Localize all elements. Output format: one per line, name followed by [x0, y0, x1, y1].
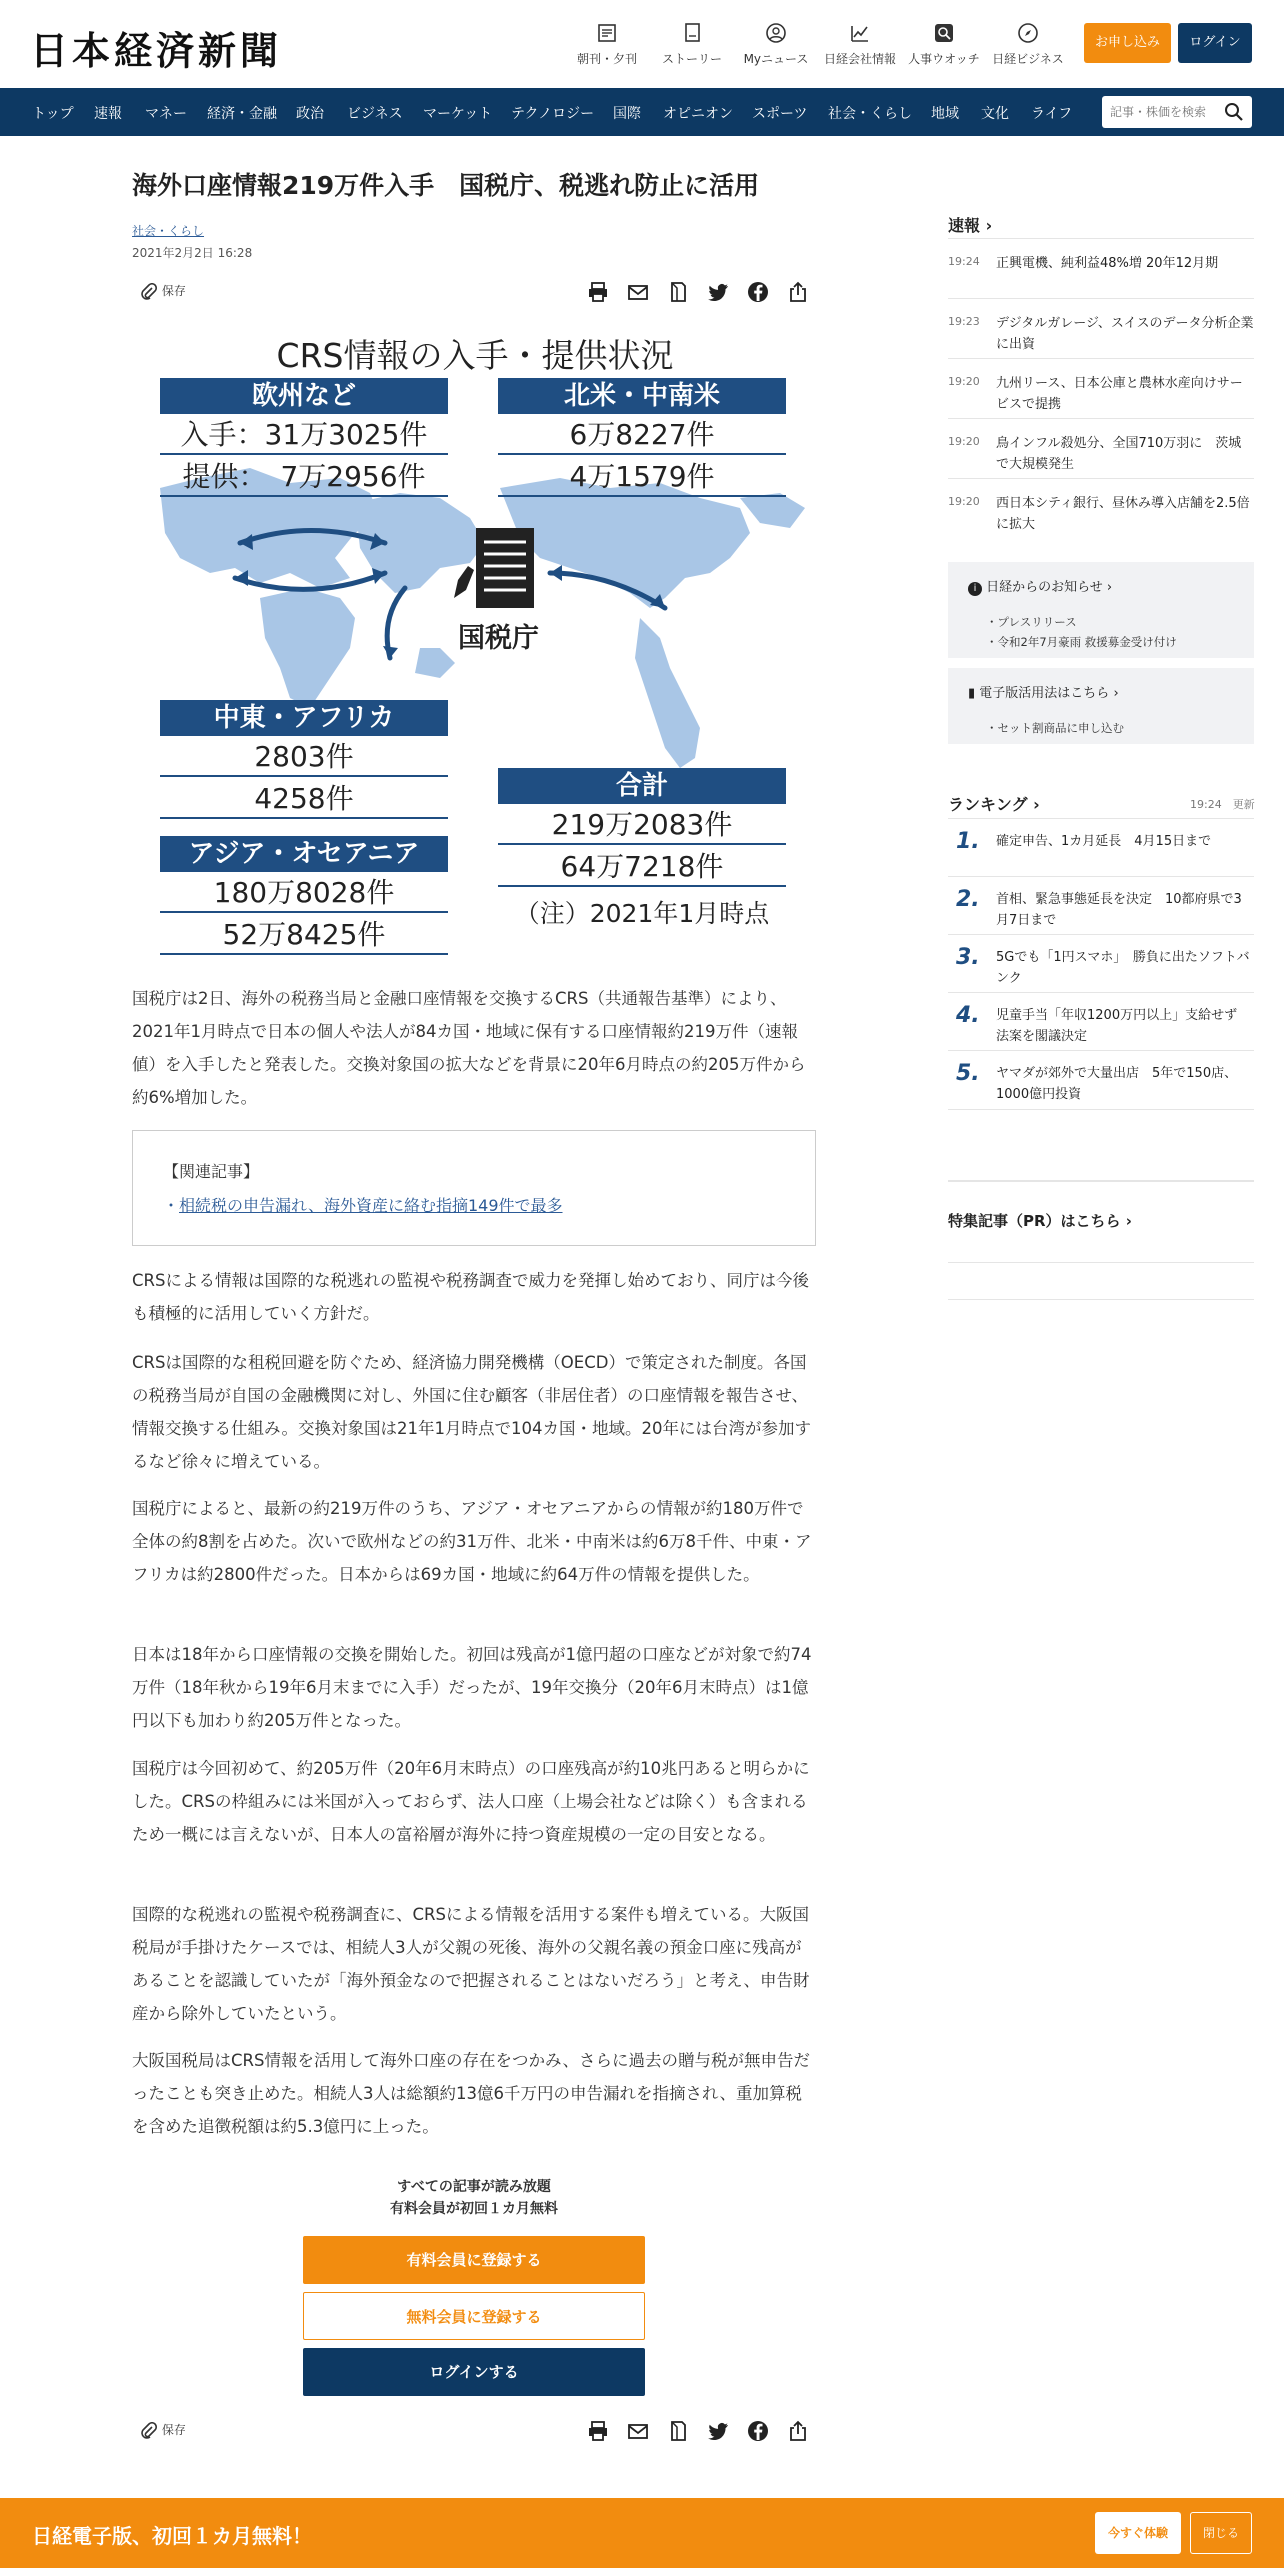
ranking-updated: 19:24 更新 [1190, 798, 1255, 811]
ranking-title: 首相、緊急事態延長を決定 10都府県で3月7日まで [996, 892, 1242, 928]
crs-infographic [140, 318, 810, 968]
facebook-icon[interactable] [746, 280, 770, 304]
ranking-title: 児童手当「年収1200万円以上」支給せず 法案を閣議決定 [996, 1008, 1251, 1044]
subscribe-button[interactable]: お申し込み [1084, 23, 1171, 63]
region-americas-received: 6万8227件 [498, 415, 786, 455]
search-box [1102, 96, 1252, 128]
region-mideast-received: 2803件 [160, 737, 448, 777]
mail-icon[interactable] [626, 280, 650, 304]
article-paragraph: 国際的な税逃れの監視や税務調査に、CRSによる情報を活用する案件も増えている。大阪国税局が手掛けたケースでは、相続人3人が父親の死後、海外の父親名義の預金口座に残高があることを認識していたが「海外預金なので把握されることはないだろう」と考え、申告財産から除外していたという。 [132, 1905, 810, 2023]
nav-international[interactable]: 国際 [613, 106, 641, 122]
share-toolbar-top [132, 274, 816, 310]
related-article-link[interactable]: ・相続税の申告漏れ、海外資産に絡む指摘149件で最多 [163, 1196, 563, 1215]
ranking-title: 確定申告、1カ月延長 4月15日まで [996, 834, 1212, 849]
nav-opinion[interactable]: オピニオン [663, 106, 733, 122]
nav-region[interactable]: 地域 [931, 106, 959, 122]
sidebar-divider [948, 1180, 1254, 1182]
nav-nikkei-business[interactable] [988, 22, 1068, 67]
ranking-number: 4. [956, 1003, 980, 1028]
news-title: デジタルガレージ、スイスのデータ分析企業に出資 [996, 316, 1254, 352]
pr-placeholder [948, 1262, 1254, 1300]
nav-personnel-label: 人事ウオッチ [908, 52, 980, 66]
nav-money[interactable]: マネー [145, 106, 187, 122]
news-title: 西日本シティ銀行、昼休み導入店舗を2.5倍に拡大 [996, 496, 1250, 532]
infographic-title: CRS情報の入手・提供状況 [276, 336, 674, 375]
notice-heading-text: 日経からのお知らせ [986, 580, 1103, 595]
nikkei-logo[interactable]: 日本経済新聞 [30, 28, 283, 73]
breaking-heading-text: 速報 [948, 216, 981, 235]
nav-business-label: 日経ビジネス [992, 52, 1064, 66]
nav-mynews[interactable] [736, 22, 816, 67]
notice-box [948, 562, 1254, 658]
edition-guide-box [948, 668, 1254, 744]
region-mideast-header: 中東・アフリカ [160, 700, 448, 736]
paywall-line2: 有料会員が初回１カ月無料 [390, 2201, 558, 2217]
nav-technology[interactable]: テクノロジー [511, 106, 595, 122]
related-heading: 【関連記事】 [163, 1162, 260, 1181]
chart-icon [849, 22, 871, 44]
region-americas-provided: 4万1579件 [498, 457, 786, 497]
paperclip-icon [140, 2422, 158, 2440]
book-icon: ▮ [968, 686, 976, 701]
clip-article-icon[interactable] [666, 2419, 690, 2443]
region-mideast-provided: 4258件 [160, 779, 448, 819]
pr-heading-text: 特集記事（PR）はこちら [948, 1212, 1121, 1230]
ranking-heading[interactable]: ランキング › [948, 795, 1040, 814]
paperclip-icon [140, 283, 158, 301]
nav-story[interactable] [652, 22, 732, 67]
breaking-news-heading[interactable] [948, 213, 992, 236]
user-icon [765, 22, 787, 44]
close-banner-button[interactable]: 閉じる [1190, 2512, 1252, 2554]
save-label: 保存 [161, 2423, 186, 2437]
nav-business[interactable]: ビジネス [347, 106, 403, 122]
story-icon [681, 22, 703, 44]
chevron-right-icon: › [985, 216, 993, 235]
ranking-item[interactable] [948, 1050, 1254, 1110]
region-europe-header: 欧州など [160, 378, 448, 414]
ranking-number: 3. [956, 945, 980, 970]
ranking-item[interactable] [948, 876, 1254, 934]
notice-item-text: 令和2年7月豪雨 救援募金受け付け [997, 635, 1177, 649]
ranking-number: 2. [956, 887, 980, 912]
nav-company-label: 日経会社情報 [823, 52, 896, 66]
login-button[interactable]: ログイン [1178, 23, 1252, 63]
nav-company-info[interactable] [820, 22, 900, 67]
nta-label: 国税庁 [458, 623, 539, 654]
notice-item-link[interactable]: ・令和2年7月豪雨 救援募金受け付け [986, 635, 1177, 649]
total-header: 合計 [498, 768, 786, 804]
nav-top[interactable]: トップ [32, 106, 74, 122]
site-header [0, 0, 1284, 88]
article-category-link[interactable]: 社会・くらし [132, 224, 205, 238]
notice-heading[interactable]: i 日経からのお知らせ › [968, 576, 1112, 596]
register-free-button[interactable]: 無料会員に登録する [303, 2292, 645, 2340]
twitter-icon[interactable] [706, 2419, 730, 2443]
article-paragraph: 大阪国税局はCRS情報を活用して海外口座の存在をつかみ、さらに過去の贈与税が無申告だったことも突き止めた。相続人3人は総額約13億6千万円の申告漏れを指摘され、重加算税を含めた追徴税額は約5.3億円に上った。 [132, 2051, 810, 2136]
notice-item-link[interactable]: ・プレスリリース [986, 615, 1077, 629]
facebook-icon[interactable] [746, 2419, 770, 2443]
ranking-number: 5. [956, 1061, 980, 1086]
nav-sports[interactable]: スポーツ [752, 106, 808, 122]
search-input[interactable] [1110, 102, 1220, 122]
ranking-number: 1. [956, 829, 980, 854]
nav-print-label: 朝刊・夕刊 [576, 52, 637, 66]
article-lead: 国税庁は2日、海外の税務当局と金融口座情報を交換するCRS（共通報告基準）により、2021年1月時点で日本の個人や法人が84カ国・地域に保有する口座情報約219万件（速報値）を入手したと発表した。交換対象国の拡大などを背景に20年6月時点の約205万件から約6%増加した。 [132, 989, 806, 1107]
nav-story-label: ストーリー [661, 52, 722, 66]
print-icon[interactable] [586, 2419, 610, 2443]
paywall-message [132, 2176, 816, 2220]
news-time: 19:23 [948, 315, 980, 328]
article-date: 2021年2月2日 16:28 [132, 246, 253, 260]
nav-society[interactable]: 社会・くらし [828, 106, 912, 122]
save-button[interactable] [140, 2421, 186, 2440]
region-americas-header: 北米・中南米 [498, 378, 786, 414]
clip-article-icon[interactable] [666, 280, 690, 304]
news-time: 19:20 [948, 435, 980, 448]
region-europe-provided: 提供： 7万2956件 [160, 457, 448, 497]
nav-breaking[interactable]: 速報 [94, 106, 122, 122]
category-nav [0, 88, 1284, 136]
ranking-title: ヤマダが郊外で大量出店 5年で150店、1000億円投資 [996, 1066, 1238, 1102]
edition-item-text: セット割商品に申し込む [997, 721, 1124, 735]
region-europe-received: 入手：31万3025件 [160, 415, 448, 455]
total-provided: 64万7218件 [498, 847, 786, 887]
nav-economy[interactable]: 経済・金融 [207, 106, 277, 122]
total-received: 219万2083件 [498, 805, 786, 845]
nav-personnel-watch[interactable] [904, 22, 984, 67]
ranking-item[interactable] [948, 934, 1254, 992]
news-title: 九州リース、日本公庫と農林水産向けサービスで提携 [996, 376, 1243, 412]
banner-text: 日経電子版、初回１カ月無料！ [32, 2524, 312, 2548]
register-paid-button[interactable]: 有料会員に登録する [303, 2236, 645, 2284]
breaking-news-item[interactable] [948, 298, 1254, 358]
article-paragraph: 日本は18年から口座情報の交換を開始した。初回は残高が1億円超の口座などが対象で約74万件（18年秋から19年6月末までに入手）だったが、19年交換分（20年6月末時点）は1億円以下も加わり約205万件となった。 [132, 1645, 812, 1730]
nav-life[interactable]: ライフ [1031, 106, 1073, 122]
article-paragraph: CRSによる情報は国際的な税逃れの監視や税務調査で威力を発揮し始めており、同庁は今後も積極的に活用していく方針だ。 [132, 1271, 809, 1323]
compass-icon [1017, 22, 1039, 44]
nav-print-edition[interactable] [567, 22, 647, 67]
edition-heading-text: 電子版活用法はこちら [979, 686, 1110, 701]
pr-feature-heading[interactable]: 特集記事（PR）はこちら › [948, 1212, 1132, 1230]
share-icon[interactable] [786, 2419, 810, 2443]
news-title: 鳥インフル殺処分、全国710万羽に 茨城で大規模発生 [996, 436, 1242, 472]
mail-icon[interactable] [626, 2419, 650, 2443]
news-time: 19:20 [948, 495, 980, 508]
breaking-news-item[interactable] [948, 478, 1254, 538]
try-now-button[interactable]: 今すぐ体験 [1095, 2512, 1181, 2554]
paywall-login-button[interactable]: ログインする [303, 2348, 645, 2396]
share-icon[interactable] [786, 280, 810, 304]
breaking-news-item[interactable] [948, 418, 1254, 478]
search-person-icon [933, 22, 955, 44]
newspaper-icon [596, 22, 618, 44]
search-icon[interactable] [1224, 102, 1244, 122]
news-time: 19:20 [948, 375, 980, 388]
related-link-text: 相続税の申告漏れ、海外資産に絡む指摘149件で最多 [179, 1196, 563, 1215]
nav-mynews-label: Myニュース [743, 52, 809, 66]
news-title: 正興電機、純利益48%増 20年12月期 [996, 256, 1219, 271]
region-asia-provided: 52万8425件 [160, 915, 448, 955]
nav-culture[interactable]: 文化 [981, 106, 1009, 122]
save-button[interactable] [140, 282, 186, 301]
article-paragraph: CRSは国際的な租税回避を防ぐため、経済協力開発機構（OECD）で策定された制度。各国の税務当局が自国の金融機関に対し、外国に住む顧客（非居住者）の口座情報を報告させ、情報交換する仕組み。交換対象国は21年1月時点で104カ国・地域。20年には台湾が参加するなど徐々に増えている。 [132, 1353, 811, 1471]
ranking-heading-text: ランキング [948, 795, 1028, 814]
trial-banner [0, 2498, 1284, 2568]
nav-market[interactable]: マーケット [423, 106, 493, 122]
ranking-item[interactable] [948, 818, 1254, 876]
notice-item-text: プレスリリース [997, 615, 1077, 629]
region-asia-header: アジア・オセアニア [160, 836, 448, 872]
article-title: 海外口座情報219万件入手 国税庁、税逃れ防止に活用 [132, 171, 760, 200]
share-toolbar-bottom [132, 2413, 816, 2449]
article-paragraph: 国税庁によると、最新の約219万件のうち、アジア・オセアニアからの情報が約180万件で全体の約8割を占めた。次いで欧州などの約31万件、北米・中南米は約6万8千件、中東・アフリカは約2800件だった。日本からは69カ国・地域に約64万件の情報を提供した。 [132, 1499, 812, 1584]
paywall-line1: すべての記事が読み放題 [397, 2179, 551, 2195]
ranking-title: 5Gでも「1円スマホ」 勝負に出たソフトバンク [996, 950, 1250, 986]
edition-item-link[interactable]: ・セット割商品に申し込む [986, 721, 1124, 735]
breaking-news-item[interactable] [948, 358, 1254, 418]
edition-guide-heading[interactable]: ▮ 電子版活用法はこちら › [968, 686, 1119, 701]
related-articles-box [132, 1130, 816, 1246]
infographic-note: （注）2021年1月時点 [514, 899, 770, 928]
news-time: 19:24 [948, 255, 980, 268]
article-paragraph: 国税庁は今回初めて、約205万件（20年6月末時点）の口座残高が約10兆円あると明らかにした。CRSの枠組みには米国が入っておらず、法人口座（上場会社などは除く）も含まれるため一概には言えないが、日本人の富裕層が海外に持つ資産規模の一定の目安となる。 [132, 1759, 810, 1844]
nav-politics[interactable]: 政治 [296, 106, 324, 122]
twitter-icon[interactable] [706, 280, 730, 304]
save-label: 保存 [161, 284, 186, 298]
region-asia-received: 180万8028件 [160, 873, 448, 913]
info-icon: i [968, 582, 982, 596]
print-icon[interactable] [586, 280, 610, 304]
ranking-item[interactable] [948, 992, 1254, 1050]
breaking-news-item[interactable] [948, 238, 1254, 298]
